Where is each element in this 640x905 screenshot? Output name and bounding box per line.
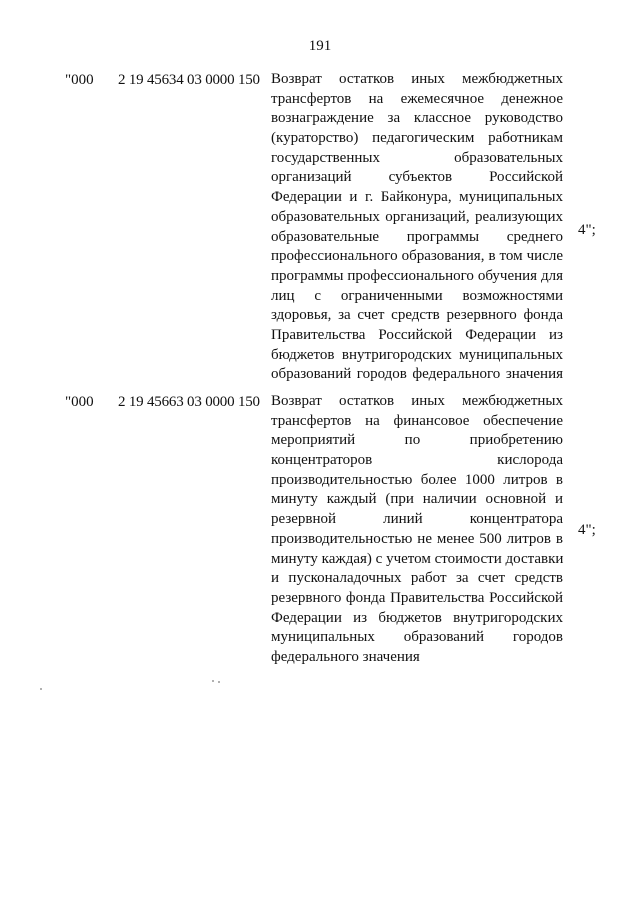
description-line: профессионального образования, в том числе bbox=[271, 248, 563, 265]
scan-speck bbox=[218, 681, 220, 683]
description-line: производительностью не менее 500 литров в bbox=[271, 530, 563, 547]
description-line: вознаграждение за классное руководство bbox=[271, 110, 563, 127]
entry-value: 4"; bbox=[578, 522, 596, 538]
description-line: концентраторов кислорода bbox=[271, 452, 563, 469]
entry-value: 4"; bbox=[578, 222, 596, 238]
description-line: организаций субъектов Российской bbox=[271, 169, 563, 186]
description-line: бюджетов внутригородских муниципальных bbox=[271, 346, 563, 363]
description-line: резервной линий концентратора bbox=[271, 511, 563, 528]
page-number: 191 bbox=[308, 38, 332, 54]
entry-description bbox=[271, 70, 563, 385]
description-line: образований городов федерального значения bbox=[271, 366, 563, 383]
entry-prefix: "000 bbox=[65, 394, 94, 410]
description-line: трансфертов на финансовое обеспечение bbox=[271, 412, 563, 429]
description-line: федерального значения bbox=[271, 648, 420, 665]
description-line: мероприятий по приобретению bbox=[271, 432, 563, 449]
description-line: программы профессионального обучения для bbox=[271, 267, 563, 284]
description-line: Возврат остатков иных межбюджетных bbox=[271, 71, 563, 87]
scan-speck bbox=[40, 688, 42, 690]
scan-speck bbox=[212, 680, 214, 682]
description-line: образовательные программы среднего bbox=[271, 228, 563, 245]
description-line: здоровья, за счет средств резервного фонда bbox=[271, 307, 563, 324]
description-line: Правительства Российской Федерации из bbox=[271, 326, 563, 343]
description-line: резервного фонда Правительства Российской bbox=[271, 589, 563, 606]
description-line: образовательных организаций, реализующих bbox=[271, 208, 563, 225]
description-line: Федерации из бюджетов внутригородских bbox=[271, 609, 563, 626]
description-line: и пусконаладочных работ за счет средств bbox=[271, 570, 563, 587]
description-line: минуту каждая) с учетом стоимости доставки bbox=[271, 550, 564, 567]
entry-prefix: "000 bbox=[65, 72, 94, 88]
budget-classification-code: 2 19 45663 03 0000 150 bbox=[118, 394, 260, 410]
description-line: минуту каждый (при наличии основной и bbox=[271, 491, 563, 508]
description-line: государственных образовательных bbox=[271, 149, 563, 166]
description-line: Возврат остатков иных межбюджетных bbox=[271, 393, 563, 409]
description-line: (кураторство) педагогическим работникам bbox=[271, 130, 563, 147]
budget-classification-code: 2 19 45634 03 0000 150 bbox=[118, 72, 260, 88]
description-line: трансфертов на ежемесячное денежное bbox=[271, 90, 563, 107]
entry-description bbox=[271, 392, 563, 668]
description-line: муниципальных образований городов bbox=[271, 629, 563, 646]
description-line: Федерации и г. Байконура, муниципальных bbox=[271, 189, 563, 206]
description-line: лиц с ограниченными возможностями bbox=[271, 287, 563, 304]
description-line: производительностью более 1000 литров в bbox=[271, 471, 563, 488]
